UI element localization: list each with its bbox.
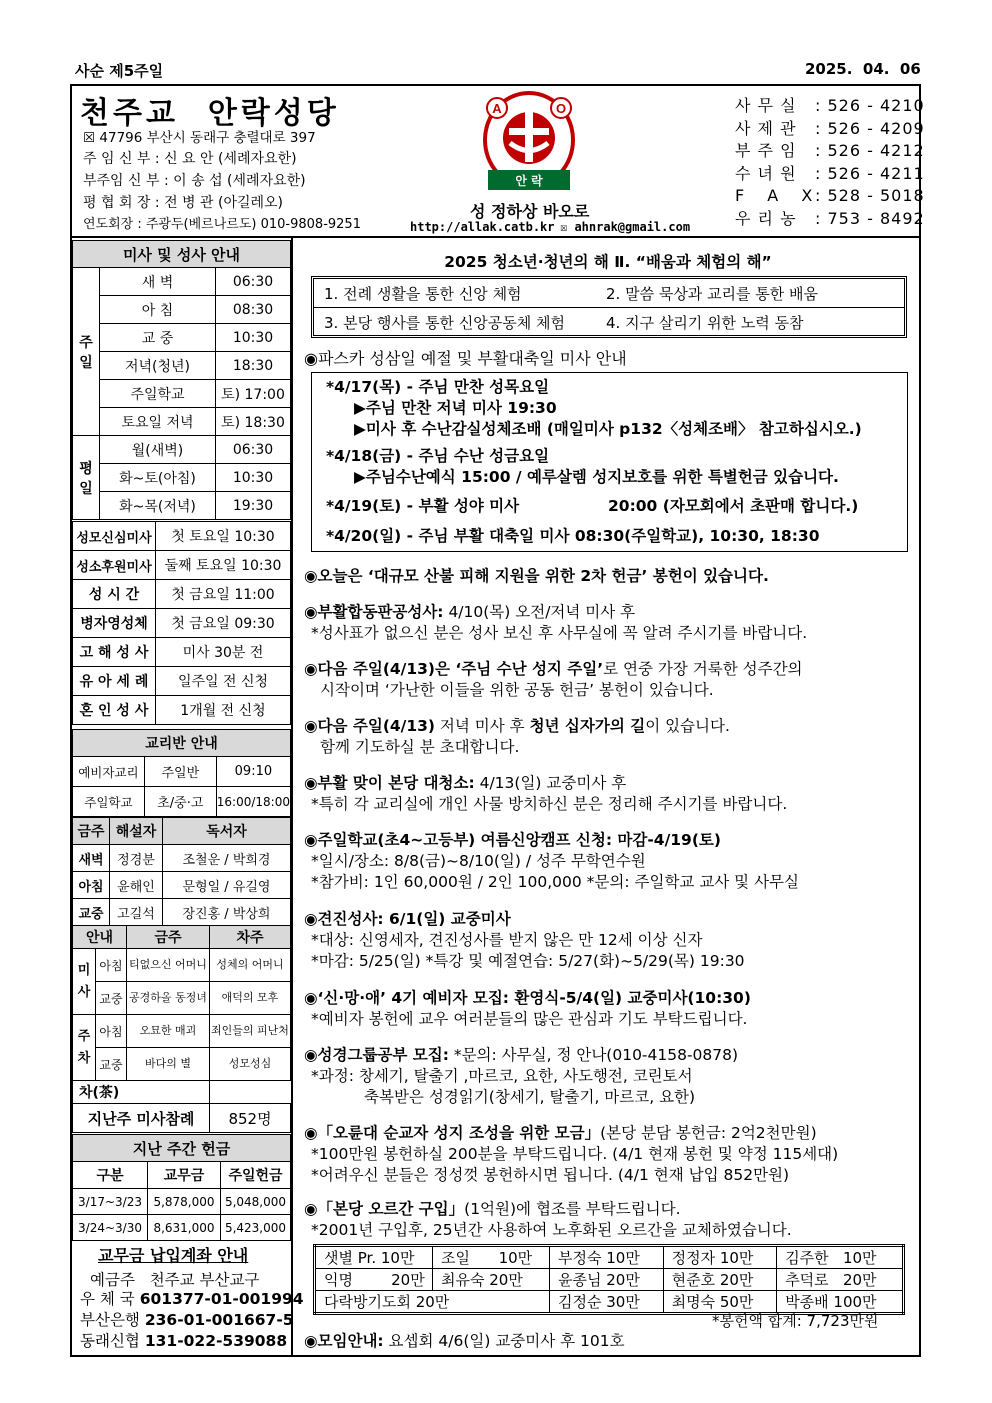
contact-convent: 수 녀 원 : 526 - 4211 [735,163,925,183]
logo-letter-a: A [492,101,502,116]
patron-saint: 성 정하상 바오로 [470,202,590,221]
account-banks: 우 체 국 601377-01-001994 부산은행 236-01-001667-5 동래신협 131-022-539088 [80,1290,304,1350]
staff-2: 부주임 신 부 : 이 송 섭 (세례자요한) [83,173,306,189]
notice-catechumen: ◉‘신·망·애’ 4기 예비자 모집: 환영식-5/4(일) 교중미사(10:30) *예비자 봉헌에 교우 여러분들의 많은 관심과 기도 부탁드립니다. [304,989,751,1028]
account-title: 교무금 납입계좌 안내 [98,1246,249,1265]
contact-assistant: 부 주 임 : 526 - 4212 [735,141,925,160]
notice-organ: ◉「본당 오르간 구입」(1억원)에 협조를 부탁드립니다. *2001년 구입후, 25년간 사용하여 노후화된 오르간을 교체하였습니다. [304,1200,792,1239]
logo-bottom-text: 안 락 [515,174,543,188]
organ-donor-table: 샛별 Pr. 10만 조일 10만 부정숙 10만 정정자 10만 김주한 10만 익명 20만 최유숙 20만 윤종님 20만 현준호 20만 추덕로 20만 다락방기도회 20만 김정순 30만 최명숙 50만 박종배 100만 [313,1244,905,1315]
easter-schedule: *4/17(목) - 주님 만찬 성목요일 ▶주님 만찬 저녁 미사 19:30 ▶미사 후 수난감실성체조배 (매일미사 p132〈성체조배〉 참고하십시오.) *4/18(금) - 주님 수난 성금요일 ▶주님수난예식 15:00 / 예루살렘 성지보호를 위한 특별헌금 있습니다. *4/19(토) - 부활 성야 미사 20:00 (자모회에서 초판매 합니다.) *4/20(일) - 주님 부활 대축일 미사 08:30(주일학교), 10:30, 18:30 [326,378,862,545]
notice-confirmation: ◉견진성사: 6/1(일) 교중미사 *대상: 신영세자, 견진성사를 받지 않은 만 12세 이상 신자 *마감: 5/25(일) *특강 및 예절연습: 5/27(화)~5/29(목) 19:30 [304,910,745,970]
notice-penance: ◉부활합동판공성사: 4/10(목) 오전/저녁 미사 후 *성사표가 없으신 분은 성사 보신 후 사무실에 꼭 알려 주시기를 바랍니다. [304,603,808,642]
header-divider [70,236,921,238]
mass-title: 미사 및 성사 안내 [73,241,291,268]
notice-cleaning: ◉부활 맞이 본당 대청소: 4/13(일) 교중미사 후 *특히 각 교리실에 개인 사물 방치하신 분은 정리해 주시기를 바랍니다. [304,774,788,813]
notice-martyr-shrine: ◉「오륜대 순교자 성지 조성을 위한 모금」(본당 분담 봉헌금: 2억2천만원) *100만원 봉헌하실 200분을 부탁드립니다. (4/1 현재 봉헌 및 약정 115세대) *어려우신 분들은 정성껏 봉헌하시면 됩니다. (4/1 현재 납입 852만원) [304,1124,839,1184]
parish-logo-icon [478,88,580,198]
staff-1: 주 임 신 부 : 신 요 안 (세례자요한) [83,151,297,167]
easter-title: ◉파스카 성삼일 예절 및 부활대축일 미사 안내 [304,349,627,368]
duty-table: 안내 금주 차주 미사 아침 티없으신 어머니 성체의 어머니 교중 공경하올 동정녀 애덕의 모후 주차 아침 오묘한 매괴 죄인들의 피난처 교중 바다의 별 성모성심 차(茶) 지난주 미사참례 852명 [72,925,291,1133]
offering-table: 지난 주간 헌금 구분 교무금 주일헌금 3/17~3/23 5,878,000 5,048,000 3/24~3/30 8,631,000 5,423,000 [72,1134,291,1241]
theme-title: 2025 청소년·청년의 해 Ⅱ. “배움과 체험의 해” [444,253,772,271]
catechism-table: 교리반 안내 예비자교리 주일반 09:10 주일학교 초/중·고 16:00/18:00 [72,729,291,817]
account-holder: 예금주 천주교 부산교구 [90,1271,260,1289]
contact-office: 사 무 실 : 526 - 4210 [735,96,925,115]
logo-letter-o: O [555,101,567,116]
email-link[interactable]: ☒ ahnrak@gmail.com [560,220,691,234]
notice-offering: ◉오늘은 ‘대규모 산불 피해 지원을 위한 2차 헌금’ 봉헌이 있습니다. [304,567,769,585]
website-link[interactable]: http://allak.catb.kr [410,220,555,234]
sacrament-table: 성모신심미사 첫 토요일 10:30 성소후원미사 둘째 토요일 10:30 성 시 간 첫 금요일 11:00 병자영성체 첫 금요일 09:30 고 해 성 사 미사 30분 전 유 아 세 례 일주일 전 신청 혼 인 성 사 1개월 전 신청 [72,521,291,725]
weekday-label: 평일 [73,436,100,520]
notice-bible-study: ◉성경그룹공부 모집: *문의: 사무실, 정 안나(010-4158-0878) *과정: 창세기, 탈출기 ,마르코, 요한, 사도행전, 코린토서 축복받은 성경읽기(창세기, 탈출기, 마르코, 요한) [304,1046,739,1106]
contact-list [735,95,925,230]
mass-table: 미사 및 성사 안내 주일 새 벽 06:30 아 침 08:30 교 중 10:30 저녁(청년) 18:30 주일학교 토) 17:00 토요일 저녁 토) 18:30 평일 월(새벽) 06:30 화~토(아침) 10:30 화~목(저녁) 19:30 [72,240,291,520]
week-label: 사순 제5주일 [75,62,164,80]
contact-farm: 우 리 농 : 753 - 8492 [735,208,925,228]
staff-3: 평 협 회 장 : 전 병 관 (아길레오) [83,195,284,211]
contact-fax: F A X: 528 - 5018 [735,186,925,205]
notice-palm-sunday: ◉다음 주일(4/13)은 ‘주님 수난 성지 주일’로 연중 가장 거룩한 성주간의 시작이며 ‘가난한 이들을 위한 공동 헌금’ 봉헌이 있습니다. [304,660,803,699]
staff-4: 연도회장 : 주광두(베르나르도) 010-9808-9251 [83,217,361,232]
notice-way-of-cross: ◉다음 주일(4/13) 저녁 미사 후 청년 십자가의 길이 있습니다. 함께 기도하실 분 초대합니다. [304,717,730,756]
date-label: 2025. 04. 06 [805,60,921,78]
column-divider [291,237,293,1357]
sunday-label: 주일 [73,268,100,436]
readers-table: 금주 해설자 독서자 새벽 정경분 조철운 / 박희경 아침 윤해인 문형일 / 유길영 교중 고길석 장진홍 / 박상희 [72,817,291,926]
address: ☒ 47796 부산시 동래구 충렬대로 397 [83,130,316,146]
notice-summer-camp: ◉주일학교(초4~고등부) 여름신앙캠프 신청: 마감-4/19(토) *일시/장소: 8/8(금)~8/10(일) / 성주 무학연수원 *참가비: 1인 60,000원 / 2인 100,000 *문의: 주일학교 교사 및 사무실 [304,831,800,891]
notice-meeting: ◉모임안내: 요셉회 4/6(일) 교중미사 후 101호 [304,1332,625,1350]
theme-box: 1. 전례 생활을 통한 신앙 체험 2. 말씀 묵상과 교리를 통한 배움 3. 본당 행사를 통한 신앙공동체 체험 4. 지구 살리기 위한 노력 동참 [311,276,907,338]
parish-title: 천주교 안락성당 [80,96,340,131]
contact-rectory: 사 제 관 : 526 - 4209 [735,118,925,138]
organ-total: *봉헌액 합계: 7,723만원 [712,1312,879,1330]
